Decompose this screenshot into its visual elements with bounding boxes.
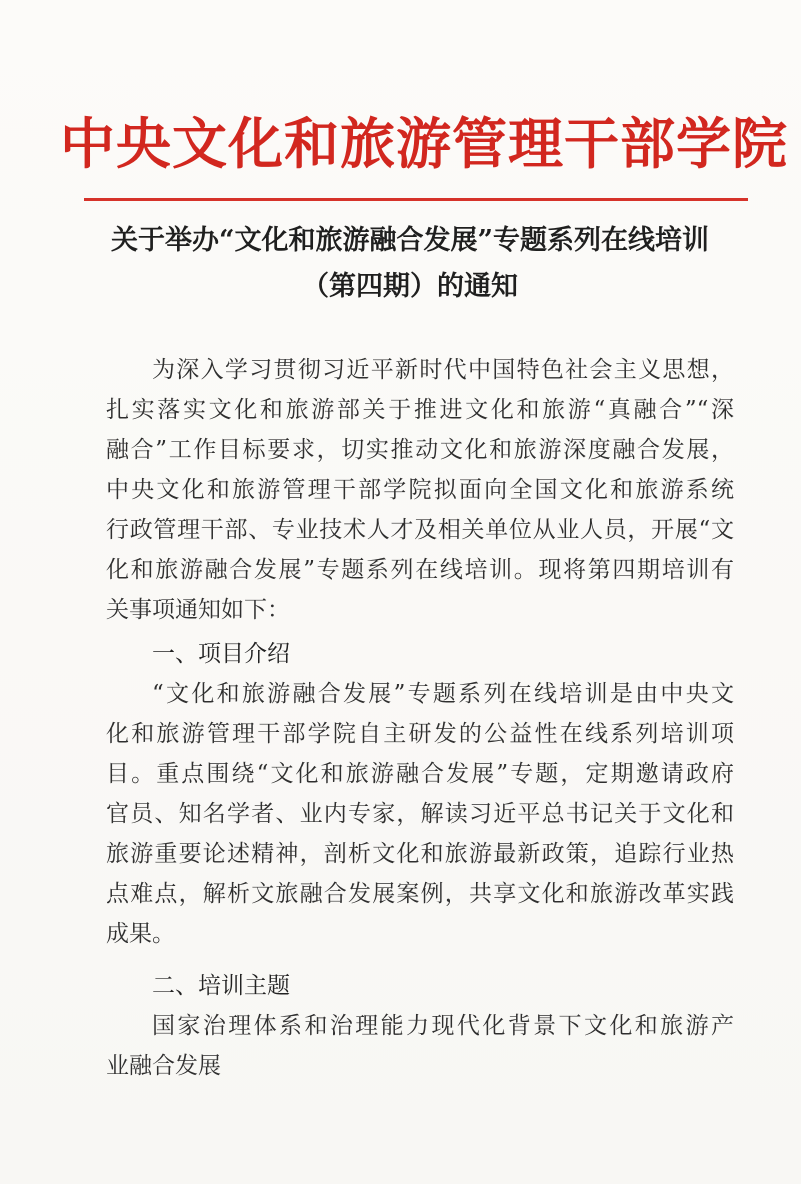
header-divider (84, 198, 748, 201)
paragraph-line: 为深入学习贯彻习近平新时代中国特色社会主义思想， (152, 357, 734, 383)
paragraph-line: 旅游重要论述精神，剖析文化和旅游最新政策，追踪行业热 (106, 841, 734, 867)
paragraph-line: 国家治理体系和治理能力现代化背景下文化和旅游产 (152, 1013, 734, 1039)
section-heading-training-theme: 二、培训主题 (152, 973, 290, 999)
paragraph-line: “文化和旅游融合发展”专题系列在线培训是由中央文 (152, 681, 734, 707)
title-line-1: 关于举办“文化和旅游融合发展”专题系列在线培训 (110, 225, 710, 256)
paragraph-line: 化和旅游管理干部学院自主研发的公益性在线系列培训项 (106, 721, 734, 747)
document-title (60, 218, 760, 310)
paragraph-line: 融合”工作目标要求，切实推动文化和旅游深度融合发展， (106, 437, 734, 463)
project-intro-paragraph (106, 674, 734, 954)
paragraph-line: 行政管理干部、专业技术人才及相关单位从业人员，开展“文 (106, 517, 734, 543)
paragraph-line: 扎实落实文化和旅游部关于推进文化和旅游“真融合”“深 (106, 397, 734, 423)
intro-paragraph (106, 350, 734, 630)
paragraph-line: 化和旅游融合发展”专题系列在线培训。现将第四期培训有 (106, 557, 734, 583)
title-line-2: （第四期）的通知 (302, 271, 518, 302)
paragraph-line: 官员、知名学者、业内专家，解读习近平总书记关于文化和 (106, 801, 734, 827)
paragraph-line: 中央文化和旅游管理干部学院拟面向全国文化和旅游系统 (106, 477, 734, 503)
paragraph-line: 点难点，解析文旅融合发展案例，共享文化和旅游改革实践 (106, 881, 734, 907)
paragraph-line: 关事项通知如下： (106, 597, 290, 623)
paragraph-line: 业融合发展 (106, 1053, 221, 1079)
document-body (106, 350, 734, 1086)
training-theme-paragraph (106, 1006, 734, 1086)
paragraph-line: 成果。 (106, 921, 175, 947)
section-heading-project-intro: 一、项目介绍 (152, 641, 290, 667)
paragraph-line: 目。重点围绕“文化和旅游融合发展”专题，定期邀请政府 (106, 761, 734, 787)
organization-header: 中央文化和旅游管理干部学院 (60, 112, 789, 176)
